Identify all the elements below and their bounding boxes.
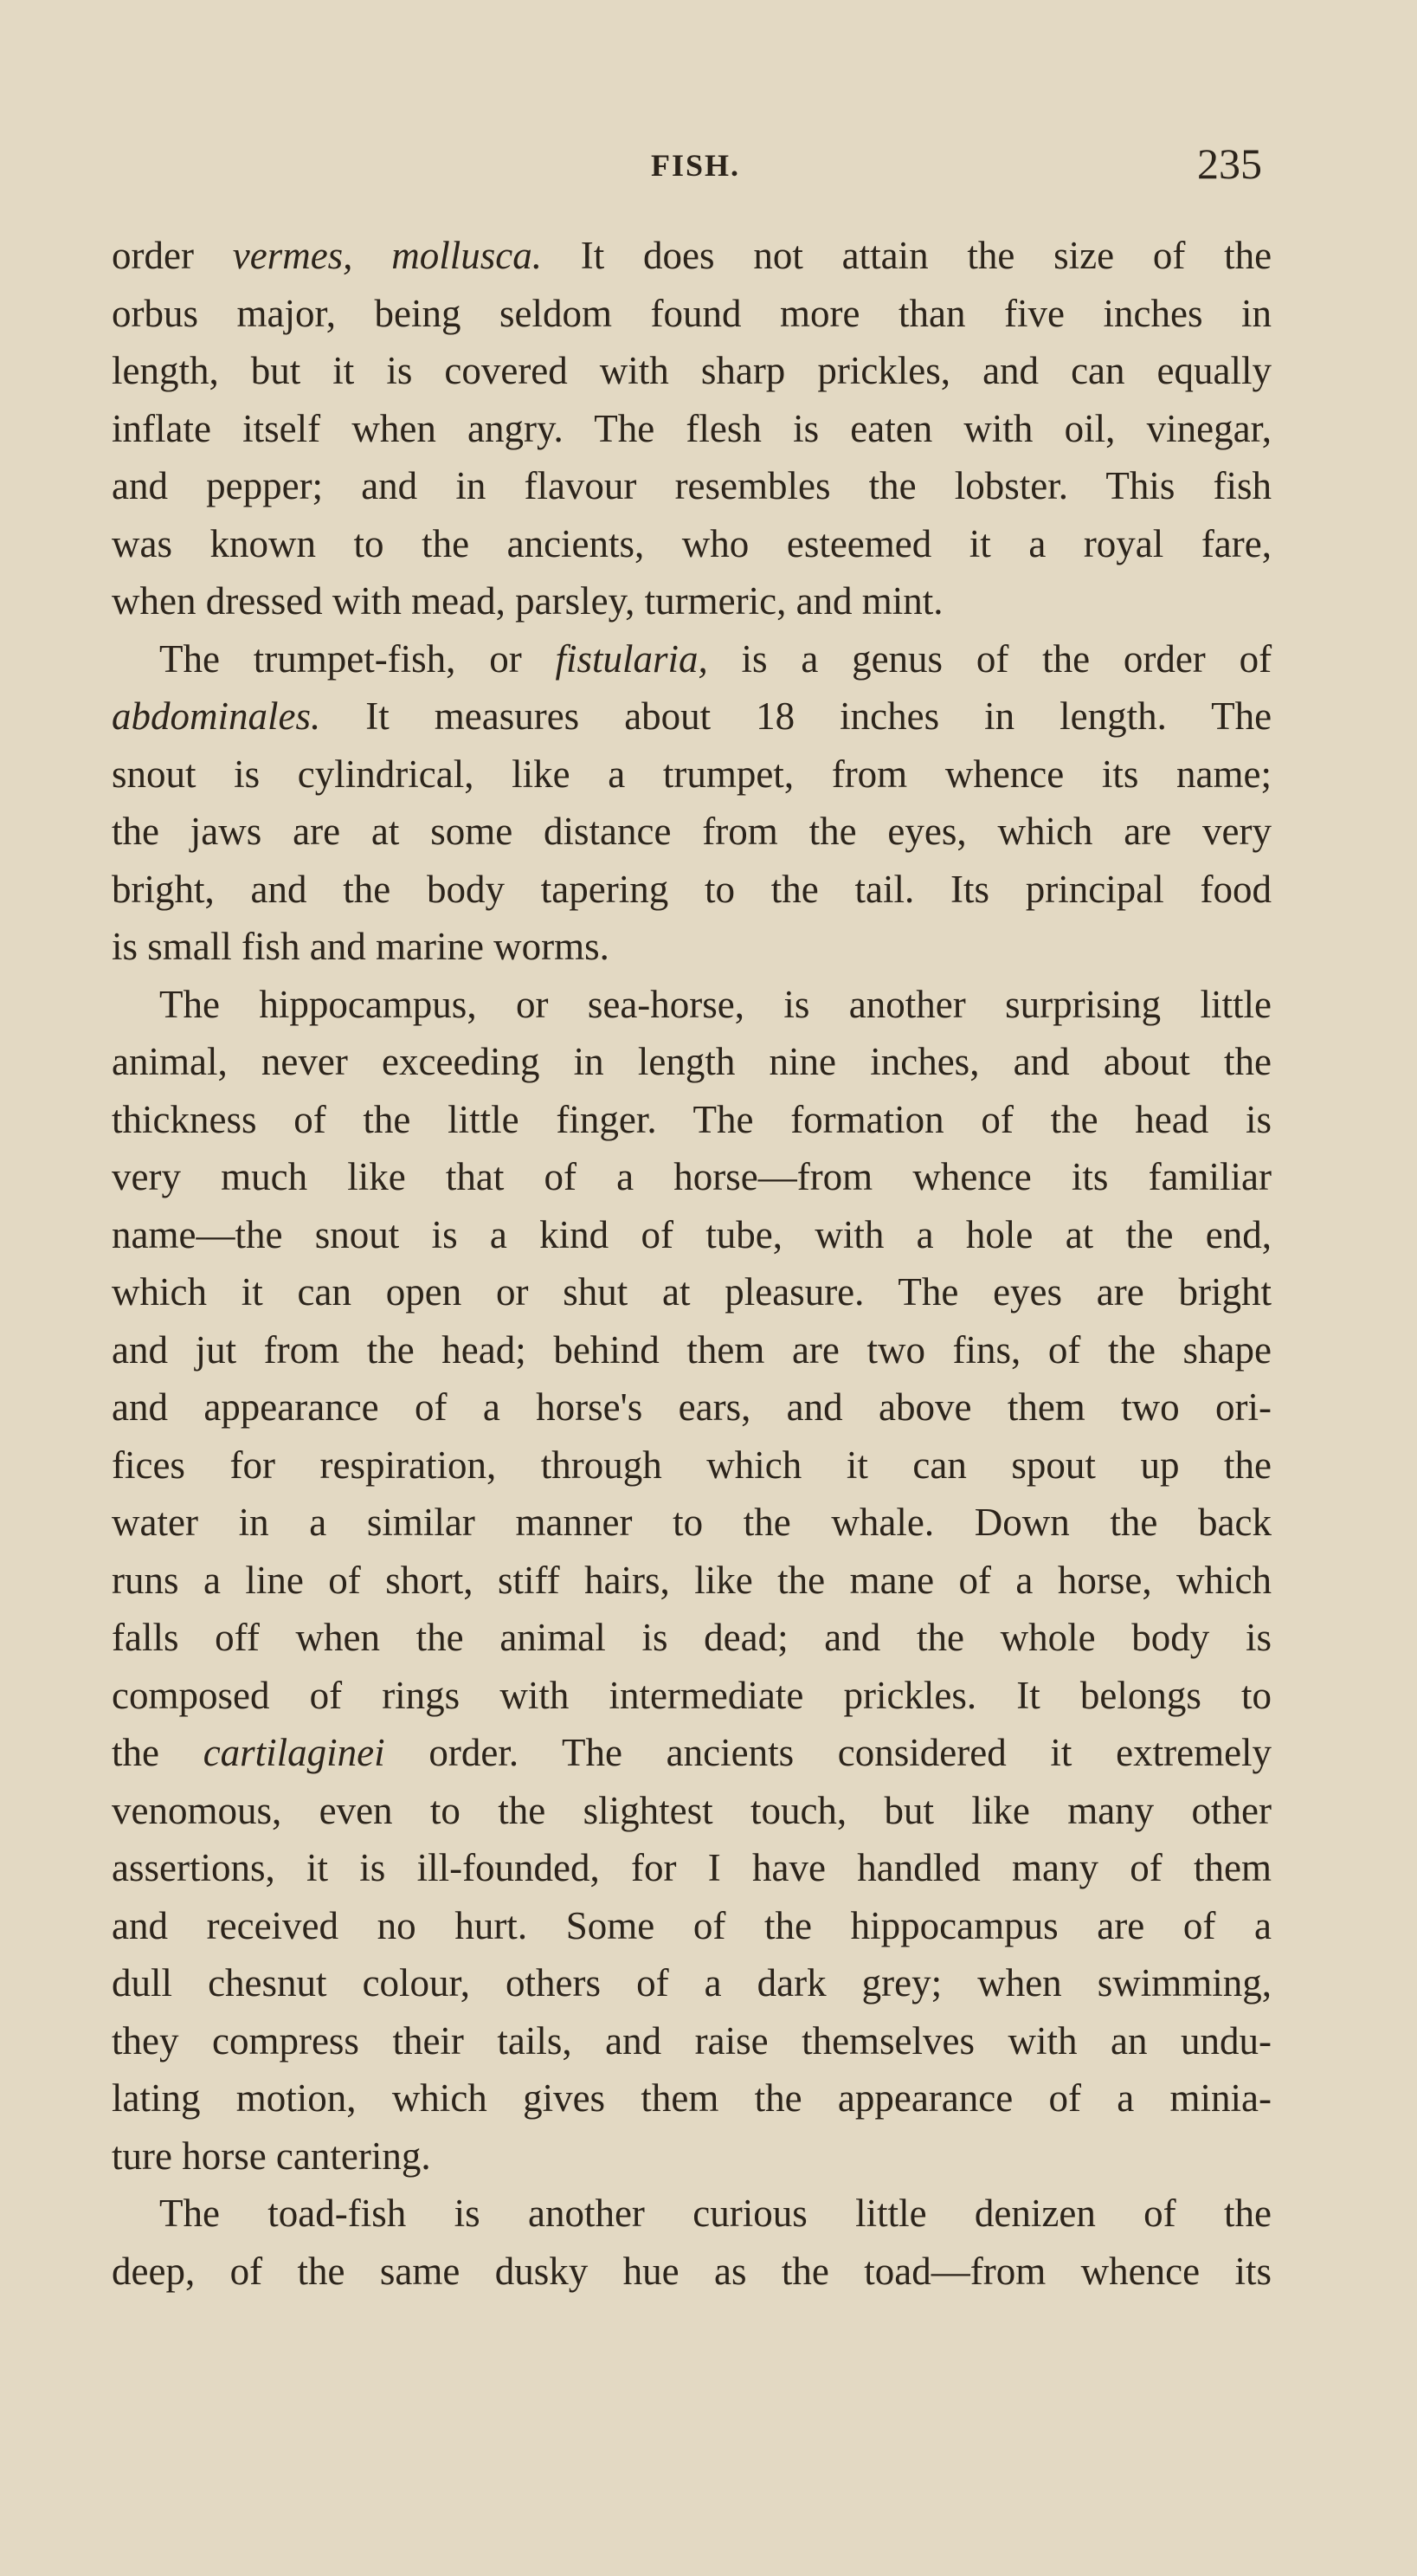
text-line: assertions, it is ill-founded, for I have handled many of them bbox=[112, 1846, 1272, 1889]
text-line: animal, never exceeding in length nine inches, and about the bbox=[112, 1040, 1272, 1083]
text-line: lating motion, which gives them the appearance of a minia- bbox=[112, 2076, 1272, 2120]
text-line: name—the snout is a kind of tube, with a hole at the end, bbox=[112, 1212, 1272, 1256]
text-line: the jaws are at some distance from the eyes, which are very bbox=[112, 810, 1272, 853]
text-line: they compress their tails, and raise themselves with an undu- bbox=[112, 2018, 1272, 2063]
text-line: bright, and the body tapering to the tail. Its principal food bbox=[112, 867, 1272, 911]
text-line: venomous, even to the slightest touch, but like many other bbox=[112, 1788, 1272, 1832]
text-line: composed of rings with intermediate prickles. It belongs to bbox=[112, 1673, 1272, 1717]
text-line: and appearance of a horse's ears, and above them two ori- bbox=[112, 1385, 1272, 1429]
text-line: is small fish and marine worms. bbox=[112, 925, 609, 968]
text-line: and pepper; and in flavour resembles the lobster. This fish bbox=[112, 464, 1272, 507]
paragraph-start-line: The hippocampus, or sea-horse, is another surprising little bbox=[159, 982, 1272, 1026]
page-header bbox=[0, 139, 1417, 199]
text-line: dull chesnut colour, others of a dark grey; when swimming, bbox=[112, 1961, 1272, 2005]
text-line: order vermes, mollusca. It does not attain the size of the bbox=[112, 234, 1272, 277]
text-line: length, but it is covered with sharp prickles, and can equally bbox=[112, 349, 1272, 392]
text-line: was known to the ancients, who esteemed it a royal fare, bbox=[112, 521, 1272, 565]
text-line: falls off when the animal is dead; and the whole body is bbox=[112, 1616, 1272, 1659]
paragraph-start-line: The trumpet-fish, or fistularia, is a genus of the order of bbox=[159, 636, 1272, 681]
text-line: runs a line of short, stiff hairs, like the mane of a horse, which bbox=[112, 1558, 1272, 1602]
text-line: fices for respiration, through which it can spout up the bbox=[112, 1443, 1272, 1487]
text-line: abdominales. It measures about 18 inches in length. The bbox=[112, 694, 1272, 738]
text-line: the cartilaginei order. The ancients considered it extremely bbox=[112, 1731, 1272, 1774]
text-line: very much like that of a horse—from whence its familiar bbox=[112, 1155, 1272, 1198]
body-text bbox=[112, 227, 1272, 2300]
text-line: thickness of the little finger. The formation of the head is bbox=[112, 1097, 1272, 1141]
text-line: water in a similar manner to the whale. Down the back bbox=[112, 1501, 1272, 1544]
text-line: deep, of the same dusky hue as the toad—from whence its bbox=[112, 2249, 1272, 2293]
paragraph-start-line: The toad-fish is another curious little denizen of the bbox=[159, 2192, 1272, 2235]
text-line: when dressed with mead, parsley, turmeric, and mint. bbox=[112, 579, 944, 623]
text-line: and received no hurt. Some of the hippocampus are of a bbox=[112, 1903, 1272, 1947]
page-number: 235 bbox=[1197, 139, 1262, 188]
text-line: inflate itself when angry. The flesh is eaten with oil, vinegar, bbox=[112, 406, 1272, 450]
text-line: ture horse cantering. bbox=[112, 2134, 431, 2178]
text-line: which it can open or shut at pleasure. The eyes are bright bbox=[112, 1270, 1272, 1314]
running-head: FISH. bbox=[651, 148, 741, 183]
text-line: snout is cylindrical, like a trumpet, from whence its name; bbox=[112, 752, 1272, 796]
text-line: orbus major, being seldom found more than five inches in bbox=[112, 291, 1272, 335]
text-line: and jut from the head; behind them are two fins, of the shape bbox=[112, 1327, 1272, 1372]
